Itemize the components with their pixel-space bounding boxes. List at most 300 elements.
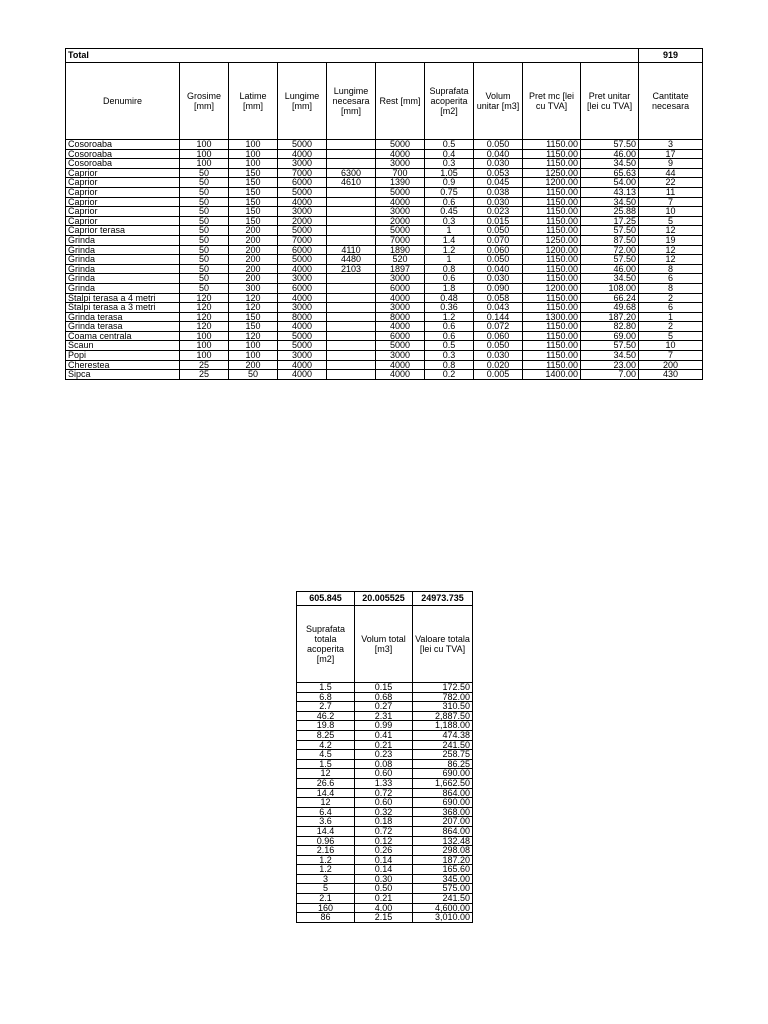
table-cell: 14.4: [297, 826, 355, 836]
table-cell: 1200.00: [523, 178, 581, 188]
table-cell: 5000: [278, 187, 327, 197]
table-cell: 1150.00: [523, 197, 581, 207]
table-row: [297, 798, 473, 808]
table-cell: 0.6: [425, 274, 474, 284]
total-volume: 20.005525: [355, 592, 413, 606]
table-cell: 7000: [278, 168, 327, 178]
table-row: [66, 140, 703, 150]
table-cell: 3000: [376, 303, 425, 313]
table-cell: 0.144: [474, 312, 523, 322]
table-cell: 5: [639, 331, 703, 341]
table-cell: 57.50: [581, 341, 639, 351]
table-cell: [327, 360, 376, 370]
table-cell: 1250.00: [523, 168, 581, 178]
table-cell: 1150.00: [523, 274, 581, 284]
table-row: [66, 331, 703, 341]
table-row: [66, 341, 703, 351]
table-cell: 50: [180, 216, 229, 226]
table-cell: 50: [180, 255, 229, 265]
table-cell: 46.00: [581, 264, 639, 274]
column-header: Grosime [mm]: [180, 63, 229, 140]
table-cell: 3: [639, 140, 703, 150]
table-cell: 4000: [278, 264, 327, 274]
table-cell: Sipca: [66, 370, 180, 380]
table-cell: 8000: [278, 312, 327, 322]
table-cell: 87.50: [581, 235, 639, 245]
table-cell: 4110: [327, 245, 376, 255]
table-cell: 6000: [376, 283, 425, 293]
table-cell: 150: [229, 312, 278, 322]
table-cell: 19.8: [297, 721, 355, 731]
table-cell: 4480: [327, 255, 376, 265]
table-cell: 6300: [327, 168, 376, 178]
column-header: Suprafata acoperita [m2]: [425, 63, 474, 140]
table-cell: 57.50: [581, 226, 639, 236]
table-cell: 34.50: [581, 197, 639, 207]
table-cell: 4,600.00: [413, 903, 473, 913]
table-cell: 86: [297, 913, 355, 923]
table-cell: 0.5: [425, 341, 474, 351]
table-cell: 2.31: [355, 711, 413, 721]
table-cell: 14.4: [297, 788, 355, 798]
table-row: [66, 360, 703, 370]
table-cell: [327, 207, 376, 217]
table-cell: 54.00: [581, 178, 639, 188]
table-cell: 2.16: [297, 846, 355, 856]
table-cell: 207.00: [413, 817, 473, 827]
table-row: [297, 730, 473, 740]
table-cell: 10: [639, 207, 703, 217]
table-cell: 0.48: [425, 293, 474, 303]
table-cell: 200: [229, 255, 278, 265]
table-cell: 0.090: [474, 283, 523, 293]
table-cell: 150: [229, 187, 278, 197]
table-cell: 200: [229, 274, 278, 284]
table-cell: 1.2: [297, 865, 355, 875]
table-cell: 300: [229, 283, 278, 293]
table-cell: [327, 331, 376, 341]
table-row: [297, 750, 473, 760]
table-row: [297, 721, 473, 731]
table-cell: 49.68: [581, 303, 639, 313]
table-cell: [327, 283, 376, 293]
table-cell: Cosoroaba: [66, 159, 180, 169]
table-cell: Caprior: [66, 207, 180, 217]
table-cell: Scaun: [66, 341, 180, 351]
table-cell: 0.060: [474, 245, 523, 255]
table-cell: 25.88: [581, 207, 639, 217]
table-cell: 1,188.00: [413, 721, 473, 731]
table-cell: 17: [639, 149, 703, 159]
table-cell: 0.3: [425, 159, 474, 169]
table-cell: 0.060: [474, 331, 523, 341]
table-cell: 0.60: [355, 798, 413, 808]
table-cell: 5000: [376, 140, 425, 150]
column-header: Rest [mm]: [376, 63, 425, 140]
table-cell: 150: [229, 207, 278, 217]
table-cell: Caprior: [66, 197, 180, 207]
total-quantity: 919: [639, 49, 703, 63]
table-cell: 34.50: [581, 274, 639, 284]
table-cell: 150: [229, 197, 278, 207]
header-row: [66, 63, 703, 140]
table-cell: 575.00: [413, 884, 473, 894]
table-cell: 50: [180, 187, 229, 197]
table-cell: 1150.00: [523, 360, 581, 370]
total-area: 605.845: [297, 592, 355, 606]
table-cell: 43.13: [581, 187, 639, 197]
table-cell: 44: [639, 168, 703, 178]
table-cell: 1.2: [297, 855, 355, 865]
table-cell: 57.50: [581, 255, 639, 265]
table-cell: 100: [229, 159, 278, 169]
column-header: Lungime [mm]: [278, 63, 327, 140]
table-cell: 1.2: [425, 312, 474, 322]
table-cell: Grinda: [66, 235, 180, 245]
table-cell: 1150.00: [523, 351, 581, 361]
table-row: [297, 788, 473, 798]
table-cell: 0.68: [355, 692, 413, 702]
table-cell: 0.050: [474, 226, 523, 236]
table-cell: 2.1: [297, 894, 355, 904]
table-row: [66, 303, 703, 313]
table-cell: 1: [639, 312, 703, 322]
table-cell: 1.4: [425, 235, 474, 245]
table-cell: 690.00: [413, 798, 473, 808]
summary-table: [296, 591, 473, 923]
table-row: [66, 178, 703, 188]
table-row: [66, 149, 703, 159]
table-cell: 120: [180, 322, 229, 332]
table-cell: 0.27: [355, 702, 413, 712]
table-cell: Caprior: [66, 216, 180, 226]
table-cell: 1150.00: [523, 264, 581, 274]
table-cell: 2000: [278, 216, 327, 226]
table-cell: 4.5: [297, 750, 355, 760]
column-header: Cantitate necesara: [639, 63, 703, 140]
table-cell: 34.50: [581, 351, 639, 361]
table-cell: 50: [180, 283, 229, 293]
table-cell: 120: [180, 312, 229, 322]
table-cell: 50: [180, 245, 229, 255]
table-cell: 4000: [376, 149, 425, 159]
table-cell: 6: [639, 274, 703, 284]
table-cell: 46.2: [297, 711, 355, 721]
table-cell: 23.00: [581, 360, 639, 370]
table-cell: 3000: [278, 159, 327, 169]
table-cell: 0.005: [474, 370, 523, 380]
table-cell: 2.15: [355, 913, 413, 923]
table-cell: 26.6: [297, 778, 355, 788]
table-cell: 690.00: [413, 769, 473, 779]
table-cell: 50: [180, 235, 229, 245]
table-cell: 100: [180, 140, 229, 150]
table-cell: 1.5: [297, 759, 355, 769]
table-cell: 700: [376, 168, 425, 178]
table-cell: [327, 293, 376, 303]
table-row: [66, 159, 703, 169]
total-label: Total: [66, 49, 639, 63]
table-cell: 0.26: [355, 846, 413, 856]
table-cell: 3: [297, 874, 355, 884]
table-row: [297, 865, 473, 875]
table-cell: Caprior: [66, 187, 180, 197]
table-cell: 0.32: [355, 807, 413, 817]
table-cell: 100: [180, 331, 229, 341]
table-cell: 6000: [278, 245, 327, 255]
table-row: [66, 168, 703, 178]
table-cell: 3000: [376, 159, 425, 169]
table-row: [66, 245, 703, 255]
table-row: [66, 207, 703, 217]
table-cell: 4610: [327, 178, 376, 188]
table-cell: 368.00: [413, 807, 473, 817]
table-row: [297, 711, 473, 721]
column-header: Pret unitar [lei cu TVA]: [581, 63, 639, 140]
table-cell: 0.015: [474, 216, 523, 226]
table-cell: 0.050: [474, 255, 523, 265]
table-cell: 1150.00: [523, 149, 581, 159]
table-row: [297, 903, 473, 913]
table-cell: 0.058: [474, 293, 523, 303]
table-cell: 19: [639, 235, 703, 245]
table-cell: 1400.00: [523, 370, 581, 380]
table-cell: 6000: [278, 283, 327, 293]
table-cell: 4.2: [297, 740, 355, 750]
table-row: [66, 293, 703, 303]
table-cell: 6.4: [297, 807, 355, 817]
table-cell: Cosoroaba: [66, 140, 180, 150]
table-cell: 5: [297, 884, 355, 894]
table-row: [297, 817, 473, 827]
table-cell: 22: [639, 178, 703, 188]
table-cell: 4000: [376, 322, 425, 332]
table-row: [297, 884, 473, 894]
table-cell: 0.030: [474, 274, 523, 284]
table-cell: 5000: [278, 331, 327, 341]
table-cell: 4000: [376, 370, 425, 380]
column-header: Volum unitar [m3]: [474, 63, 523, 140]
summary-total-row: [297, 592, 473, 606]
table-cell: 46.00: [581, 149, 639, 159]
table-cell: 1150.00: [523, 255, 581, 265]
table-cell: 2: [639, 322, 703, 332]
table-cell: 200: [229, 264, 278, 274]
table-cell: 120: [229, 293, 278, 303]
table-cell: 100: [229, 341, 278, 351]
table-cell: 82.80: [581, 322, 639, 332]
table-cell: 120: [229, 303, 278, 313]
table-cell: [327, 159, 376, 169]
table-cell: 1.33: [355, 778, 413, 788]
table-cell: 0.6: [425, 197, 474, 207]
table-cell: 7000: [376, 235, 425, 245]
table-cell: 474.38: [413, 730, 473, 740]
table-cell: 6000: [376, 331, 425, 341]
table-row: [297, 702, 473, 712]
table-cell: 0.9: [425, 178, 474, 188]
table-cell: 100: [180, 149, 229, 159]
table-cell: 108.00: [581, 283, 639, 293]
total-value: 24973.735: [413, 592, 473, 606]
table-cell: 0.96: [297, 836, 355, 846]
table-row: [66, 235, 703, 245]
table-cell: 1150.00: [523, 140, 581, 150]
table-row: [297, 683, 473, 693]
table-cell: 187.20: [581, 312, 639, 322]
table-cell: 1150.00: [523, 207, 581, 217]
table-row: [297, 807, 473, 817]
table-cell: 4000: [376, 197, 425, 207]
table-cell: 430: [639, 370, 703, 380]
table-cell: 258.75: [413, 750, 473, 760]
table-cell: 0.040: [474, 149, 523, 159]
table-cell: [327, 226, 376, 236]
table-cell: Caprior terasa: [66, 226, 180, 236]
table-cell: 1150.00: [523, 216, 581, 226]
table-cell: 50: [180, 226, 229, 236]
table-cell: 298.08: [413, 846, 473, 856]
table-cell: Caprior: [66, 178, 180, 188]
table-cell: 0.070: [474, 235, 523, 245]
table-cell: 2000: [376, 216, 425, 226]
table-cell: 4000: [278, 197, 327, 207]
table-cell: 0.030: [474, 197, 523, 207]
table-cell: 1,662.50: [413, 778, 473, 788]
table-cell: Caprior: [66, 168, 180, 178]
table-cell: 34.50: [581, 159, 639, 169]
table-row: [297, 692, 473, 702]
table-cell: 3000: [376, 351, 425, 361]
table-cell: 1150.00: [523, 303, 581, 313]
table-cell: 241.50: [413, 894, 473, 904]
table-cell: Grinda: [66, 264, 180, 274]
table-cell: 0.050: [474, 140, 523, 150]
table-cell: 3,010.00: [413, 913, 473, 923]
table-cell: 120: [229, 331, 278, 341]
table-cell: 7.00: [581, 370, 639, 380]
table-cell: 0.045: [474, 178, 523, 188]
table-row: [66, 187, 703, 197]
table-cell: 12: [639, 245, 703, 255]
column-header: Valoare totala [lei cu TVA]: [413, 606, 473, 683]
table-cell: 1150.00: [523, 331, 581, 341]
table-cell: 8: [639, 264, 703, 274]
table-cell: Coama centrala: [66, 331, 180, 341]
table-cell: 0.18: [355, 817, 413, 827]
materials-table: [65, 48, 703, 380]
table-cell: 0.043: [474, 303, 523, 313]
table-cell: Cherestea: [66, 360, 180, 370]
table-cell: 1: [425, 255, 474, 265]
table-cell: 0.60: [355, 769, 413, 779]
table-cell: 200: [639, 360, 703, 370]
table-cell: 0.3: [425, 351, 474, 361]
total-row: [66, 49, 703, 63]
table-cell: 4.00: [355, 903, 413, 913]
table-cell: 66.24: [581, 293, 639, 303]
table-cell: 6000: [278, 178, 327, 188]
table-cell: 150: [229, 168, 278, 178]
table-cell: 1150.00: [523, 293, 581, 303]
table-cell: [327, 274, 376, 284]
table-cell: 0.023: [474, 207, 523, 217]
column-header: Latime [mm]: [229, 63, 278, 140]
table-cell: 1200.00: [523, 245, 581, 255]
table-cell: 0.8: [425, 360, 474, 370]
table-row: [297, 769, 473, 779]
table-cell: 4000: [278, 293, 327, 303]
table-cell: [327, 370, 376, 380]
table-cell: 50: [229, 370, 278, 380]
table-cell: 0.020: [474, 360, 523, 370]
table-cell: 132.48: [413, 836, 473, 846]
table-cell: 1150.00: [523, 187, 581, 197]
table-cell: 120: [180, 293, 229, 303]
table-cell: 1250.00: [523, 235, 581, 245]
table-cell: 200: [229, 226, 278, 236]
table-cell: 200: [229, 360, 278, 370]
table-row: [66, 197, 703, 207]
table-cell: 200: [229, 235, 278, 245]
table-cell: 345.00: [413, 874, 473, 884]
table-cell: 3.6: [297, 817, 355, 827]
table-cell: 12: [639, 255, 703, 265]
table-cell: [327, 341, 376, 351]
table-cell: 187.20: [413, 855, 473, 865]
table-row: [297, 846, 473, 856]
table-cell: 1890: [376, 245, 425, 255]
table-cell: Grinda terasa: [66, 312, 180, 322]
table-cell: 57.50: [581, 140, 639, 150]
table-cell: 100: [180, 351, 229, 361]
table-cell: 50: [180, 207, 229, 217]
table-cell: 0.030: [474, 159, 523, 169]
table-row: [297, 855, 473, 865]
table-cell: 1897: [376, 264, 425, 274]
table-cell: 150: [229, 322, 278, 332]
table-cell: 5000: [278, 226, 327, 236]
table-cell: 0.030: [474, 351, 523, 361]
table-cell: 0.50: [355, 884, 413, 894]
table-cell: 1300.00: [523, 312, 581, 322]
table-cell: [327, 351, 376, 361]
column-header: Suprafata totala acoperita [m2]: [297, 606, 355, 683]
table-cell: 3000: [278, 274, 327, 284]
table-cell: 1.5: [297, 683, 355, 693]
table-cell: 0.072: [474, 322, 523, 332]
table-cell: 65.63: [581, 168, 639, 178]
table-cell: 3000: [278, 207, 327, 217]
table-cell: 0.3: [425, 216, 474, 226]
table-row: [66, 216, 703, 226]
table-cell: 8.25: [297, 730, 355, 740]
table-cell: 10: [639, 341, 703, 351]
table-cell: Cosoroaba: [66, 149, 180, 159]
table-cell: 1.05: [425, 168, 474, 178]
table-cell: 12: [297, 769, 355, 779]
table-cell: 17.25: [581, 216, 639, 226]
table-cell: 150: [229, 216, 278, 226]
table-cell: Grinda: [66, 283, 180, 293]
table-cell: 1150.00: [523, 322, 581, 332]
table-cell: 3000: [376, 207, 425, 217]
table-cell: 0.053: [474, 168, 523, 178]
table-row: [66, 283, 703, 293]
table-cell: 0.41: [355, 730, 413, 740]
table-cell: 3000: [376, 274, 425, 284]
table-cell: 0.040: [474, 264, 523, 274]
